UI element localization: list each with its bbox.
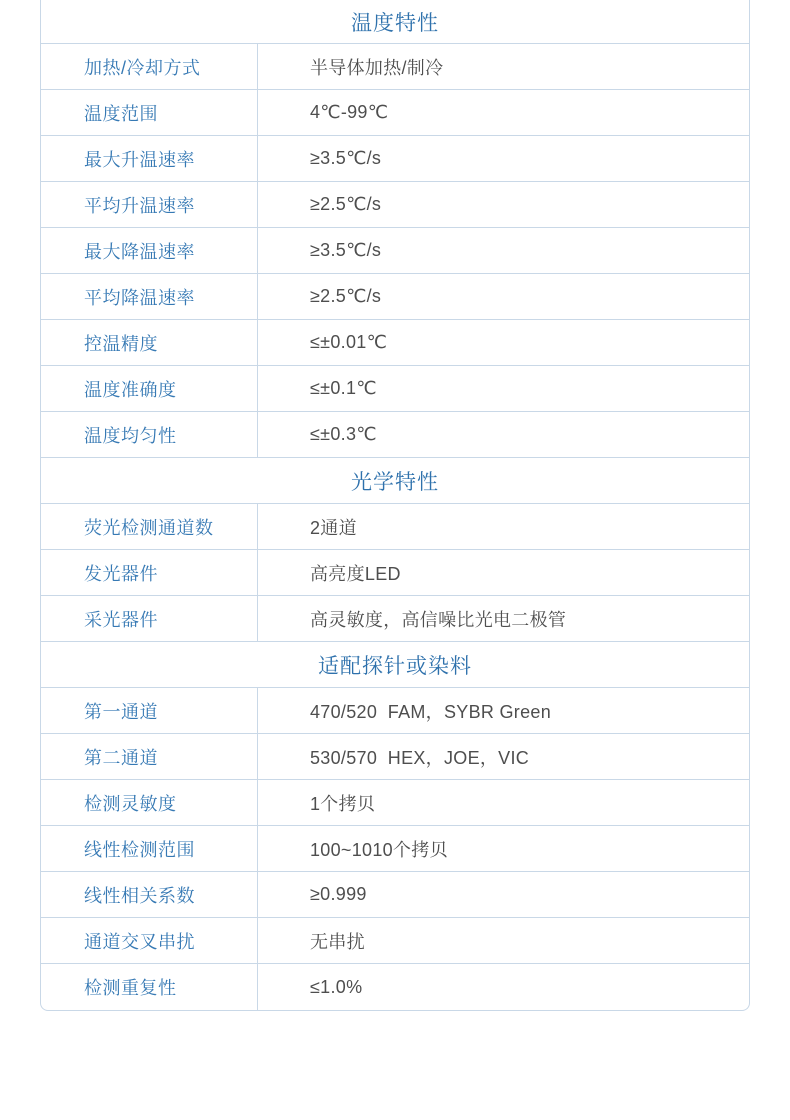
- spec-value: 1个拷贝: [310, 793, 376, 814]
- section-header: 温度特性: [41, 0, 749, 44]
- section-header: 适配探针或染料: [41, 642, 749, 688]
- spec-value: 高亮度LED: [310, 563, 401, 584]
- spec-label: 线性检测范围: [41, 826, 258, 871]
- spec-label: 温度范围: [41, 90, 258, 135]
- spec-label: 控温精度: [41, 320, 258, 365]
- spec-row: [41, 412, 749, 458]
- spec-label: 第二通道: [41, 734, 258, 779]
- spec-row: [41, 504, 749, 550]
- spec-row: [41, 366, 749, 412]
- spec-value: ≥3.5℃/s: [310, 148, 382, 168]
- spec-row: [41, 918, 749, 964]
- spec-label: 平均降温速率: [41, 274, 258, 319]
- spec-label: 线性相关系数: [41, 872, 258, 917]
- spec-row: [41, 826, 749, 872]
- spec-label: 通道交叉串扰: [41, 918, 258, 963]
- spec-row: [41, 44, 749, 90]
- spec-label: 采光器件: [41, 596, 258, 641]
- spec-label: 平均升温速率: [41, 182, 258, 227]
- spec-row: [41, 596, 749, 642]
- spec-value: 100~1010个拷贝: [310, 839, 448, 860]
- spec-label: 检测重复性: [41, 964, 258, 1010]
- spec-label: 荧光检测通道数: [41, 504, 258, 549]
- spec-value: ≤±0.3℃: [310, 424, 377, 444]
- spec-label: 检测灵敏度: [41, 780, 258, 825]
- spec-label: 最大降温速率: [41, 228, 258, 273]
- spec-row: [41, 90, 749, 136]
- spec-row: [41, 320, 749, 366]
- product-spec-table: [40, 0, 750, 1011]
- spec-value: ≥0.999: [310, 884, 367, 904]
- spec-label: 加热/冷却方式: [41, 44, 258, 89]
- spec-value: 2通道: [310, 517, 357, 538]
- spec-value: 高灵敏度，高信噪比光电二极管: [310, 609, 567, 630]
- spec-row: [41, 228, 749, 274]
- spec-label: 最大升温速率: [41, 136, 258, 181]
- spec-value: ≤1.0%: [310, 976, 363, 997]
- spec-row: [41, 734, 749, 780]
- spec-value: ≥3.5℃/s: [310, 240, 382, 260]
- spec-value: ≤±0.01℃: [310, 332, 388, 352]
- spec-label: 温度准确度: [41, 366, 258, 411]
- spec-label: 第一通道: [41, 688, 258, 733]
- spec-value: 半导体加热/制冷: [310, 57, 444, 78]
- spec-value: 470/520 FAM，SYBR Green: [310, 701, 552, 722]
- spec-label: 发光器件: [41, 550, 258, 595]
- spec-row: [41, 182, 749, 228]
- spec-row: [41, 780, 749, 826]
- spec-row: [41, 136, 749, 182]
- spec-value: 530/570 HEX，JOE，VIC: [310, 747, 530, 768]
- section-header: 光学特性: [41, 458, 749, 504]
- spec-row: [41, 964, 749, 1010]
- spec-row: [41, 872, 749, 918]
- spec-value: 4℃-99℃: [310, 102, 389, 122]
- spec-value: ≥2.5℃/s: [310, 194, 382, 214]
- spec-row: [41, 550, 749, 596]
- spec-row: [41, 688, 749, 734]
- spec-row: [41, 274, 749, 320]
- spec-value: ≤±0.1℃: [310, 378, 377, 398]
- spec-label: 温度均匀性: [41, 412, 258, 457]
- spec-value: ≥2.5℃/s: [310, 286, 382, 306]
- spec-value: 无串扰: [310, 931, 365, 952]
